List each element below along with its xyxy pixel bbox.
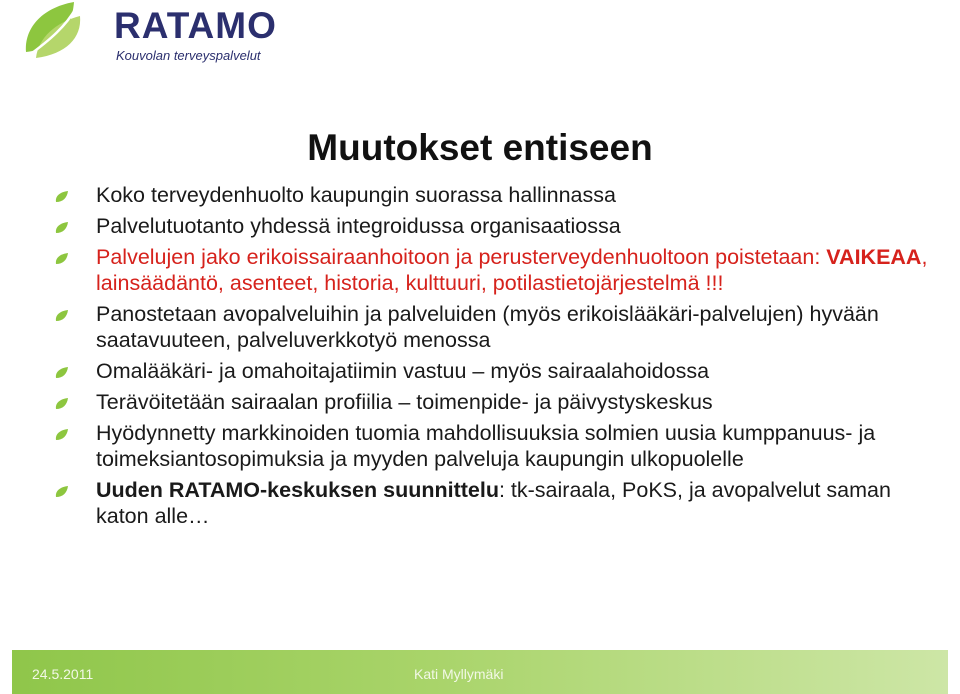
bullet-item (55, 358, 935, 384)
bullet-item (55, 244, 935, 296)
footer-date: 24.5.2011 (32, 666, 94, 682)
bullet-item (55, 301, 935, 353)
leaf-bullet-icon (55, 429, 69, 441)
leaf-bullet-icon (55, 253, 69, 265)
bullet-text: Palvelutuotanto yhdessä integroidussa organisaatiossa (96, 214, 621, 238)
bullet-text: Panostetaan avopalveluihin ja palveluiden (myös erikoislääkäri-palvelujen) hyvään saatavuuteen, palveluverkkotyö menossa (96, 302, 879, 352)
leaf-bullet-icon (55, 310, 69, 322)
bullet-text: Palvelujen jako erikoissairaanhoitoon ja perusterveydenhuoltoon poistetaan: (96, 245, 827, 269)
bullet-item (55, 420, 935, 472)
footer-author: Kati Myllymäki (414, 666, 504, 682)
bullet-text: Omalääkäri- ja omahoitajatiimin vastuu – myös sairaalahoidossa (96, 359, 710, 383)
leaf-bullet-icon (55, 398, 69, 410)
bullet-item (55, 182, 935, 208)
leaf-bullet-icon (55, 486, 69, 498)
logo-name: RATAMO (114, 5, 277, 46)
footer-bar (12, 650, 948, 694)
bullet-text: : tk-sairaala, PoKS, ja avopalvelut saman katon alle… (96, 478, 891, 528)
bullet-list (55, 182, 935, 534)
leaf-bullet-icon (55, 191, 69, 203)
leaf-bullet-icon (55, 367, 69, 379)
page-title: Muutokset entiseen (307, 127, 653, 168)
bullet-text: Hyödynnetty markkinoiden tuomia mahdollisuuksia solmien uusia kumppanuus- ja toimeksiantosopimuksia ja myyden palveluja kaupungin ulkopuolelle (96, 421, 876, 471)
logo-subtitle: Kouvolan terveyspalvelut (116, 48, 261, 63)
ratamo-logo (22, 0, 277, 70)
bullet-emphasis: VAIKEAA (826, 245, 922, 269)
bullet-item (55, 389, 935, 415)
leaf-bullet-icon (55, 222, 69, 234)
bullet-text-continued: , lainsäädäntö, asenteet, historia, kulttuuri, potilastietojärjestelmä !!! (96, 245, 928, 295)
bullet-bold-text: Uuden RATAMO-keskuksen suunnittelu (96, 478, 499, 502)
bullet-item (55, 213, 935, 239)
bullet-text: Terävöitetään sairaalan profiilia – toimenpide- ja päivystyskeskus (96, 390, 713, 414)
leaf-logo-icon (22, 0, 112, 64)
bullet-text: Koko terveydenhuolto kaupungin suorassa hallinnassa (96, 183, 616, 207)
bullet-item (55, 477, 935, 529)
